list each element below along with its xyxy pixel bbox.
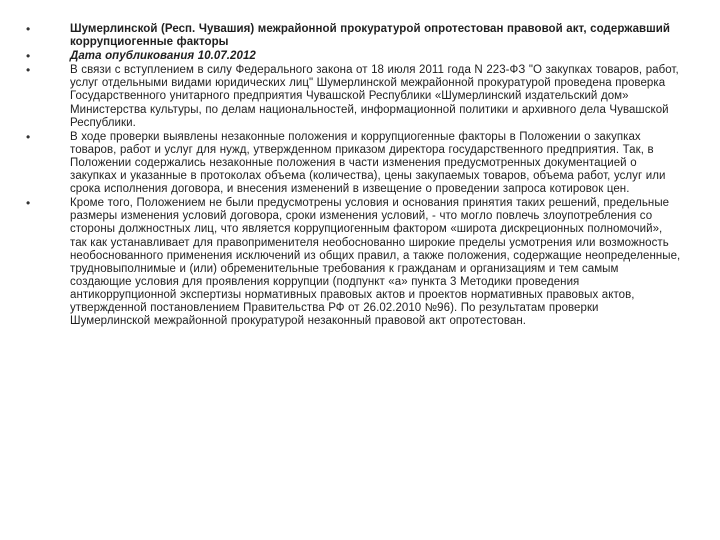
- bullet-list: [26, 22, 682, 329]
- list-item-paragraph-2: [26, 129, 682, 196]
- bullet-icon: •: [26, 63, 31, 78]
- list-item-paragraph-1: [26, 63, 682, 129]
- publication-date-text: Дата опубликования 10.07.2012: [70, 50, 256, 63]
- paragraph-text: В связи с вступлением в силу Федерального закона от 18 июля 2011 года N 223-ФЗ "О закупках товаров, работ, услуг отдельными видами юридических лиц" Шумерлинской межрайонной прокуратурой проведена проверка Государственного унитарного предприятия Чувашской Республики «Шумерлинский издательский дом» Министерства культуры, по делам национальностей, информационной политики и архивного дела Чувашской Республики.: [70, 64, 679, 129]
- list-item-headline: [26, 22, 682, 49]
- bullet-icon: •: [26, 49, 31, 64]
- list-item-paragraph-3: [26, 196, 682, 328]
- bullet-icon: •: [26, 129, 31, 144]
- headline-text: Шумерлинской (Респ. Чувашия) межрайонной прокуратурой опротестован правовой акт, содержавший коррупциогенные факторы: [70, 23, 671, 49]
- bullet-icon: •: [26, 196, 31, 211]
- paragraph-text: В ходе проверки выявлены незаконные положения и коррупциогенные факторы в Положении о закупках товаров, работ и услуг для нужд, утвержденном приказом директора государственного предприятия. Так, в Положении содержались незаконные положения в части изменения предусмотренных документацией о закупках и указанные в протоколах объема (количества), цены закупаемых товаров, объема работ, услуг или срока исполнения договора, и внесения изменений в извещение о проведении запроса котировок цен.: [70, 130, 666, 196]
- paragraph-text: Кроме того, Положением не были предусмотрены условия и основания принятия таких решений, предельные размеры изменения условий договора, сроки изменения условий, - что могло повлечь злоупотребления со стороны должностных лиц, что является коррупциогенным фактором «широта дискреционных полномочий», так как устанавливает для правоприменителя необоснованно широкие пределы усмотрения или возможность необоснованного применения исключений из общих правил, а также положения, содержащие неопределенные, трудновыполнимые и (или) обременительные требования к гражданам и организациям и тем самым создающие условия для проявления коррупции (подпункт «а» пункта 3 Методики проведения антикоррупционной экспертизы нормативных правовых актов и проектов нормативных правовых актов, утвержденной постановлением Правительства РФ от 26.02.2010 №96). По результатам проверки Шумерлинской межрайонной прокуратурой незаконный правовой акт опротестован.: [70, 197, 681, 328]
- list-item-date: [26, 49, 682, 64]
- bullet-icon: •: [26, 22, 31, 36]
